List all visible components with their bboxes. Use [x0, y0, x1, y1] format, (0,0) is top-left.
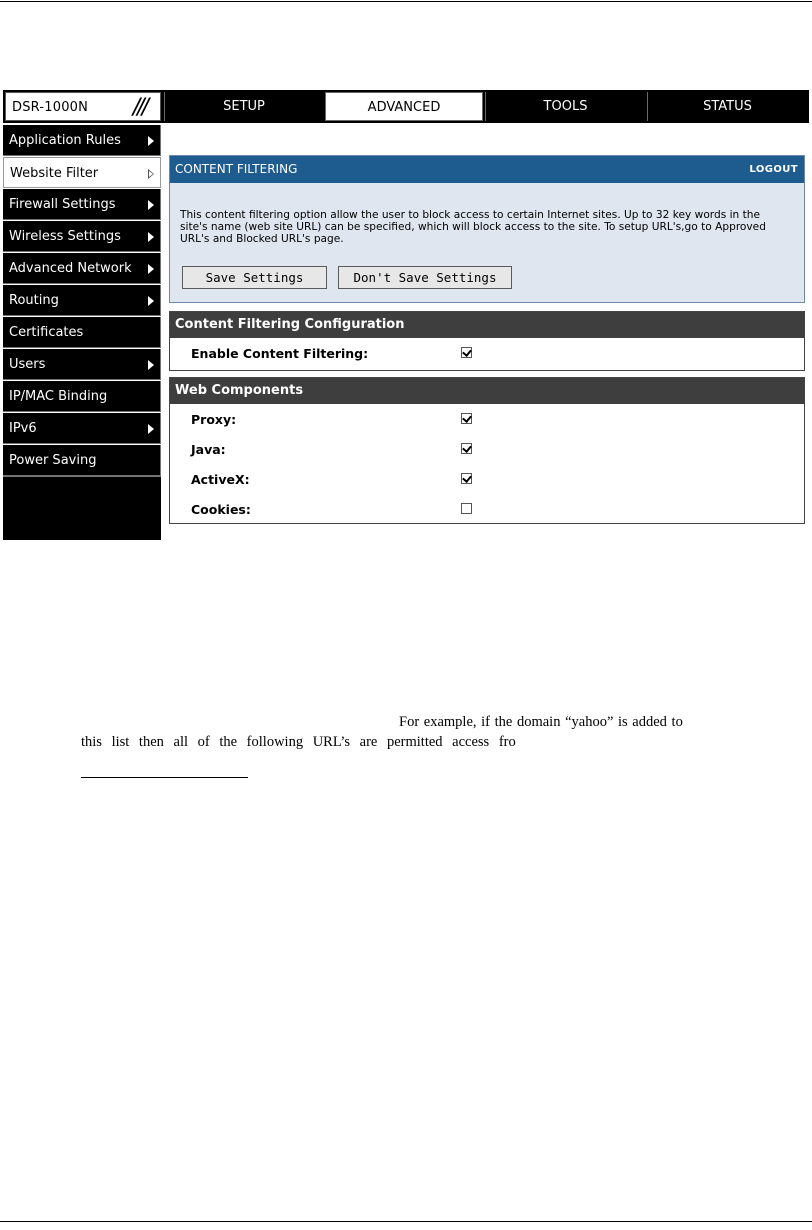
java-label: Java:	[191, 442, 226, 457]
sidebar-item-label: Application Rules	[9, 133, 121, 148]
sidebar-item-label: Wireless Settings	[9, 229, 121, 244]
sidebar-item-application-rules[interactable]	[3, 125, 161, 156]
tab-status[interactable]: STATUS	[647, 92, 807, 121]
page-bottom-rule	[0, 1221, 812, 1222]
logout-link[interactable]: LOGOUT	[749, 164, 798, 175]
sidebar-item-label: Firewall Settings	[9, 197, 116, 212]
tab-setup[interactable]: SETUP	[164, 92, 323, 121]
enable-content-filtering-label: Enable Content Filtering:	[191, 346, 369, 361]
sidebar-item-wireless-settings[interactable]	[3, 221, 161, 252]
web-component-row-cookies	[170, 494, 804, 524]
web-component-row-java	[170, 434, 804, 464]
sidebar-filler	[3, 476, 161, 540]
model-badge	[5, 92, 161, 121]
chevron-right-icon	[148, 360, 154, 370]
web-component-row-activex	[170, 464, 804, 494]
cookies-label: Cookies:	[191, 502, 251, 517]
activex-label: ActiveX:	[191, 472, 250, 487]
sidebar-item-power-saving[interactable]	[3, 445, 161, 476]
sidebar-item-label: Website Filter	[10, 166, 99, 181]
enable-content-filtering-row	[170, 338, 804, 368]
chevron-right-icon	[148, 136, 154, 146]
router-admin-screenshot	[3, 90, 809, 540]
sidebar-item-certificates[interactable]	[3, 317, 161, 348]
chevron-right-icon	[148, 424, 154, 434]
sidebar-item-routing[interactable]	[3, 285, 161, 316]
sidebar-item-label: Users	[9, 357, 46, 372]
content-filtering-panel	[169, 155, 805, 303]
enable-content-filtering-checkbox[interactable]	[461, 347, 472, 358]
content-filtering-header	[170, 156, 804, 183]
sidebar-item-firewall-settings[interactable]	[3, 189, 161, 220]
proxy-checkbox[interactable]	[461, 413, 472, 424]
page-title: CONTENT FILTERING	[175, 162, 298, 176]
sidebar-item-label: IPv6	[9, 421, 37, 436]
activex-checkbox[interactable]	[461, 473, 472, 484]
proxy-label: Proxy:	[191, 412, 237, 427]
sidebar-item-users[interactable]	[3, 349, 161, 380]
sidebar-item-ip-mac-binding[interactable]	[3, 381, 161, 412]
tab-tools[interactable]: TOOLS	[485, 92, 645, 121]
document-text-line: this list then all of the following URL’s are permitted access fro	[81, 734, 516, 750]
content-filtering-description	[180, 209, 796, 245]
web-components-section	[169, 377, 805, 524]
dont-save-settings-button[interactable]: Don't Save Settings	[338, 266, 512, 289]
chevron-right-icon	[148, 264, 154, 274]
web-component-row-proxy	[170, 404, 804, 434]
cookies-checkbox[interactable]	[461, 503, 472, 514]
sidebar-item-label: Routing	[9, 293, 59, 308]
top-nav-bar	[3, 90, 809, 123]
chevron-right-icon	[148, 232, 154, 242]
footnote-separator	[81, 777, 248, 778]
sidebar-item-label: Power Saving	[9, 453, 97, 468]
page-top-rule	[0, 1, 812, 2]
sidebar	[3, 125, 161, 477]
chevron-right-icon	[148, 296, 154, 306]
description-line: site's name (web site URL) can be specified, which will block access to the site. To setup URL's,go to Approved	[180, 221, 766, 233]
sidebar-item-label: Advanced Network	[9, 261, 132, 276]
description-line: This content filtering option allow the user to block access to certain Internet sites. Up to 32 key words in the	[180, 209, 760, 221]
description-line: URL's and Blocked URL's page.	[180, 233, 344, 245]
save-settings-button[interactable]: Save Settings	[182, 266, 327, 289]
sidebar-item-ipv6[interactable]	[3, 413, 161, 444]
model-name: DSR-1000N	[12, 100, 89, 115]
java-checkbox[interactable]	[461, 443, 472, 454]
section-heading: Web Components	[170, 378, 804, 404]
sidebar-item-advanced-network[interactable]	[3, 253, 161, 284]
document-text-line: For example, if the domain “yahoo” is added to	[399, 714, 683, 730]
chevron-right-icon	[148, 200, 154, 210]
content-filtering-configuration-section	[169, 311, 805, 371]
tab-advanced[interactable]: ADVANCED	[325, 92, 483, 121]
section-heading: Content Filtering Configuration	[170, 312, 804, 338]
sidebar-item-label: Certificates	[9, 325, 84, 340]
chevron-right-icon	[148, 169, 154, 179]
brand-slash-icon: ///	[132, 95, 146, 120]
sidebar-item-label: IP/MAC Binding	[9, 389, 108, 404]
sidebar-item-website-filter[interactable]	[3, 157, 161, 188]
